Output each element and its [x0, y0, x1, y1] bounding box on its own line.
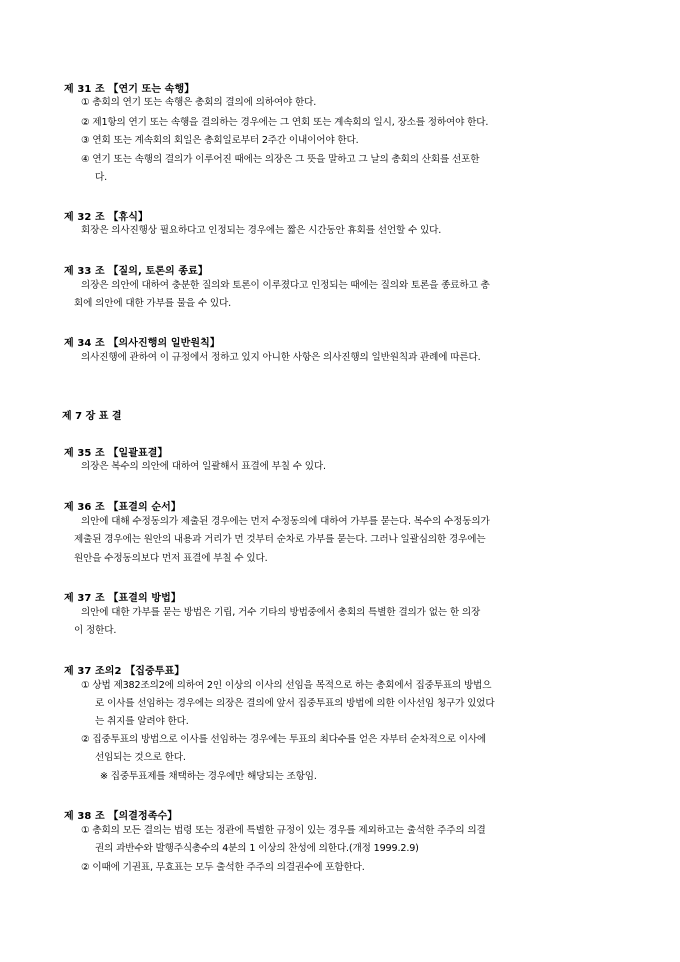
article-38-item-1-cont: 권의 과반수와 발행주식총수의 4분의 1 이상의 찬성에 의한다.(개정 1999.2.9) — [95, 843, 419, 854]
article-31-item-2: ② 제1항의 연기 또는 속행을 결의하는 경우에는 그 연회 또는 계속회의 일시, 장소를 정하여야 한다. — [81, 117, 489, 128]
article-31-item-1: ① 총회의 연기 또는 속행은 총회의 결의에 의하여야 한다. — [81, 97, 317, 108]
article-31-item-3: ③ 연회 또는 계속회의 회일은 총회일로부터 2주간 이내이어야 한다. — [81, 135, 359, 146]
article-37-text-2: 이 정한다. — [74, 625, 117, 636]
article-36-title: 제 36 조 【표결의 순서】 — [64, 502, 181, 513]
article-33-text-1: 의장은 의안에 대하여 충분한 질의와 토론이 이루졌다고 인정되는 때에는 질의와 토론을 종료하고 총 — [81, 280, 490, 291]
article-37-2-item-1-cont-1: 로 이사를 선임하는 경우에는 의장은 결의에 앞서 집중투표의 방법에 의한 이사선임 청구가 있었다 — [95, 698, 495, 709]
article-38-title: 제 38 조 【의결정족수】 — [64, 811, 178, 822]
article-31-title: 제 31 조 【연기 또는 속행】 — [64, 84, 195, 95]
article-37-2-item-2: ② 집중투표의 방법으로 이사를 선임하는 경우에는 투표의 최다수를 얻은 자부터 순차적으로 이사에 — [81, 734, 487, 745]
article-34-text: 의사진행에 관하여 이 규정에서 정하고 있지 아니한 사항은 의사진행의 일반원칙과 관례에 따른다. — [81, 352, 481, 363]
article-37-2-note: ※ 집중투표제를 채택하는 경우에만 해당되는 조항임. — [100, 771, 317, 782]
article-37-title: 제 37 조 【표결의 방법】 — [64, 593, 181, 604]
article-31-item-4: ④ 연기 또는 속행의 결의가 이루어진 때에는 의장은 그 뜻을 말하고 그 날의 총회의 산회를 선포한 — [81, 154, 480, 165]
article-37-2-item-1-cont-2: 는 취지를 알려야 한다. — [95, 716, 189, 727]
article-38-item-2: ② 이때에 기권표, 무효표는 모두 출석한 주주의 의결권수에 포함한다. — [81, 862, 365, 873]
article-38-item-1: ① 총회의 모든 결의는 법령 또는 정관에 특별한 규정이 있는 경우를 제외하고는 출석한 주주의 의결 — [81, 825, 486, 836]
article-33-text-2: 회에 의안에 대한 가부를 물을 수 있다. — [74, 298, 232, 309]
article-37-text-1: 의안에 대한 가부를 묻는 방법은 기립, 거수 기타의 방법중에서 총회의 특별한 결의가 없는 한 의장 — [81, 607, 481, 618]
chapter-7-title: 제 7 장 표 결 — [62, 411, 122, 422]
article-36-text-1: 의안에 대해 수정동의가 제출된 경우에는 먼저 수정동의에 대하여 가부를 묻는다. 복수의 수정동의가 — [81, 516, 490, 527]
article-36-text-3: 원안을 수정동의보다 먼저 표결에 부칠 수 있다. — [74, 553, 268, 564]
article-36-text-2: 제출된 경우에는 원안의 내용과 거리가 먼 것부터 순차로 가부를 묻는다. 그러나 일괄심의한 경우에는 — [74, 534, 486, 545]
article-31-item-4-cont: 다. — [95, 172, 108, 183]
article-37-2-item-2-cont: 선임되는 것으로 한다. — [95, 752, 186, 763]
article-35-title: 제 35 조 【일괄표결】 — [64, 448, 168, 459]
article-33-title: 제 33 조 【질의, 토론의 종료】 — [64, 266, 208, 277]
article-32-text: 회장은 의사진행상 필요하다고 인정되는 경우에는 짧은 시간동안 휴회를 선언할 수 있다. — [81, 225, 442, 236]
article-37-2-title: 제 37 조의2 【집중투표】 — [64, 666, 185, 677]
article-32-title: 제 32 조 【휴식】 — [64, 212, 149, 223]
article-34-title: 제 34 조 【의사진행의 일반원칙】 — [64, 338, 221, 349]
article-37-2-item-1: ① 상법 제382조의2에 의하여 2인 이상의 이사의 선임을 목적으로 하는 총회에서 집중투표의 방법으 — [81, 680, 492, 691]
article-35-text: 의장은 복수의 의안에 대하여 일괄해서 표결에 부칠 수 있다. — [81, 461, 326, 472]
